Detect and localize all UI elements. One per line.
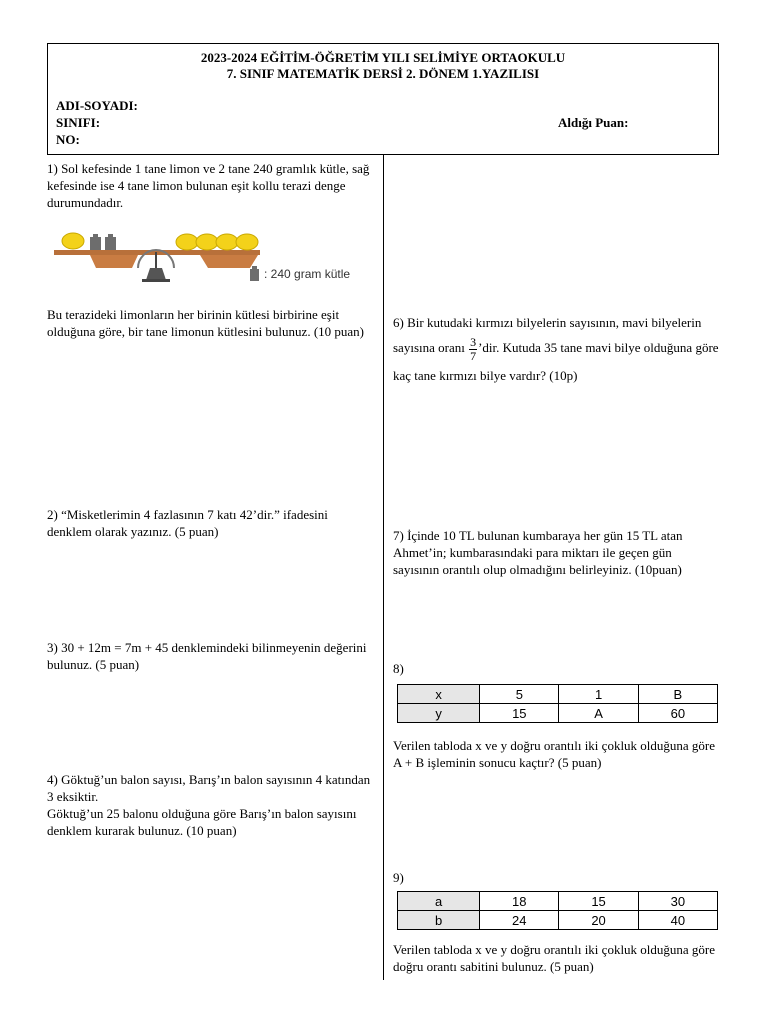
question-3: 3) 30 + 12m = 7m + 45 denklemindeki bilinmeyenin değerini bulunuz. (5 puan): [47, 640, 367, 672]
question-6: 6) Bir kutudaki kırmızı bilyelerin sayısının, mavi bilyelerin sayısına oranı $\frac{3}{7}$ ’dir. Kutuda 35 tane mavi bilye olduğuna göre kaç tane kırmızı bilye vardır? (10p): [393, 315, 719, 383]
question-4: 4) Göktuğ’un balon sayısı, Barış’ın balon sayısının 4 katından 3 eksiktir. Göktuğ’un 25 balonu olduğuna göre Barış’ın balon sayısını denklem kurarak bulunuz. (10 puan): [47, 772, 371, 838]
scale-base: [146, 268, 166, 280]
clipped-text-fragment: [395, 150, 705, 154]
table-row: y 15 A 60: [398, 704, 718, 723]
question-1: [47, 160, 372, 211]
ratio-fraction: $\frac{3}{7}$: [470, 334, 477, 363]
lemon-icon: [216, 234, 238, 250]
lemon-icon: [62, 233, 84, 249]
table-row: b 24 20 40: [398, 911, 718, 930]
number-label: NO:: [56, 132, 80, 147]
weight-legend: : 240 gram kütle: [264, 267, 351, 281]
table-row: a 18 15 30: [398, 892, 718, 911]
question-1-ask: Bu terazideki limonların her birinin kütlesi birbirine eşit olduğuna göre, bir tane limonun kütlesini bulunuz. (10 puan): [47, 307, 364, 339]
question-9-table: [397, 891, 718, 930]
question-9-text: Verilen tabloda x ve y doğru orantılı iki çokluk olduğuna göre doğru orantı sabitini bulunuz. (5 puan): [393, 942, 716, 974]
question-8-text: Verilen tabloda x ve y doğru orantılı iki çokluk olduğuna göre A + B işleminin sonucu kaçtır? (5 puan): [393, 738, 716, 770]
scale-right-pan: [200, 255, 258, 268]
question-1-intro: 1) Sol kefesinde 1 tane limon ve 2 tane 240 gramlık kütle, sağ kefesinde ise 4 tane limon bulunan eşit kollu terazi denge durumundadır.: [47, 161, 370, 210]
lemon-icon: [176, 234, 198, 250]
question-9-number: 9): [393, 870, 404, 885]
question-2: 2) “Misketlerimin 4 fazlasının 7 katı 42’dir.” ifadesini denklem olarak yazınız. (5 puan): [47, 507, 328, 539]
name-label: ADI-SOYADI:: [56, 98, 138, 113]
column-divider: [383, 155, 384, 980]
balance-scale-figure: [50, 228, 370, 288]
table-row: x 5 1 B: [398, 685, 718, 704]
exam-header: [47, 43, 719, 155]
scale-left-pan: [90, 255, 138, 268]
lemon-icon: [236, 234, 258, 250]
weight-icon: [90, 237, 101, 250]
lemon-icon: [196, 234, 218, 250]
question-7: 7) İçinde 10 TL bulunan kumbaraya her gün 15 TL atan Ahmet’in; kumbarasındaki para miktarı ile geçen gün sayısının orantılı olup olmadığını belirleyiniz. (10puan): [393, 528, 683, 577]
legend-weight-icon: [250, 269, 259, 281]
question-8-number: 8): [393, 661, 404, 676]
score-label: Aldığı Puan:: [558, 115, 629, 130]
exam-title: 7. SINIF MATEMATİK DERSİ 2. DÖNEM 1.YAZILISI: [226, 66, 540, 81]
class-label: SINIFI:: [56, 115, 101, 130]
school-title: 2023-2024 EĞİTİM-ÖĞRETİM YILI SELİMİYE ORTAOKULU: [200, 50, 566, 65]
weight-icon: [105, 237, 116, 250]
question-8-table: [397, 684, 718, 723]
